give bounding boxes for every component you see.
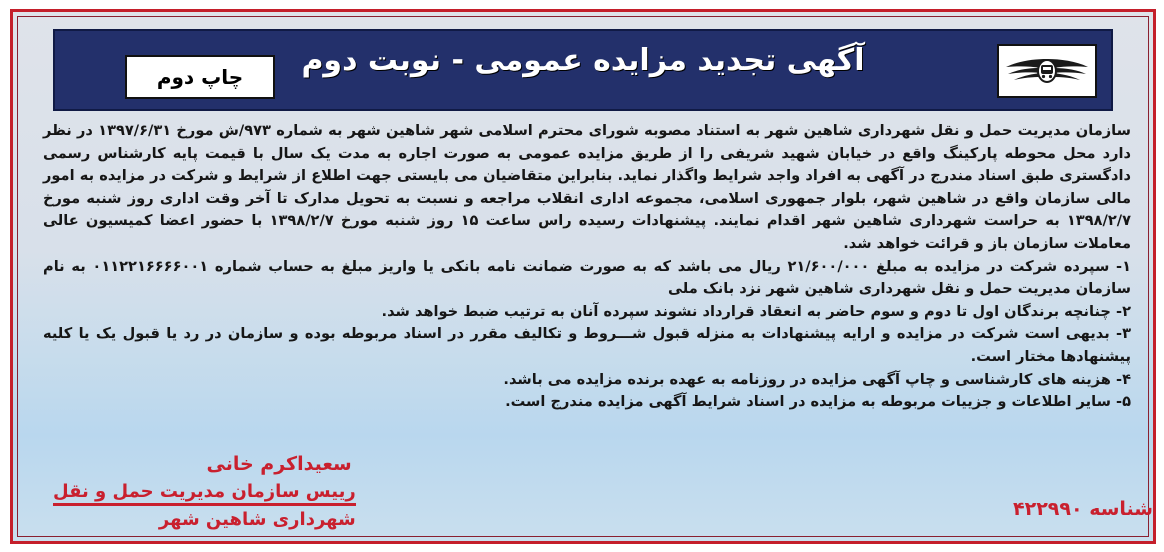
signer-title-row xyxy=(53,478,356,506)
condition-item: ۴- هزینه های کارشناسی و چاپ آگهی مزایده در روزنامه به عهده برنده مزایده می باشد. xyxy=(503,370,1131,388)
ad-id: شناسه ۴۲۲۹۹۰ xyxy=(1013,498,1153,520)
condition-item: ۳- بدیهی است شرکت در مزایده و ارایه پیشنهادات به منزله قبول شـــروط و تکالیف مقرر در اسناد مربوطه بوده و سازمان در رد یا قبول یک یا کلیه پیشنهادها مختار است. xyxy=(43,325,1131,365)
logo-graphic xyxy=(1004,51,1090,91)
notice-header xyxy=(53,29,1113,111)
signature-block xyxy=(53,450,356,534)
notice-title: آگهی تجدید مزایده عمومی - نوبت دوم xyxy=(301,43,865,78)
intro-paragraph: سازمان مدیریت حمل و نقل شهرداری شاهین شهر به استناد مصوبه شورای محترم اسلامی شهر شاهین شهر به شماره ۹۷۳/ش مورخ ۱۳۹۷/۶/۳۱ در نظر دارد محل محوطه پارکینگ واقع در خیابان شهید شریفی را از طریق مزایده عمومی به صورت اجاره به مدت یک سال با قیمت پایه کارشناس رسمی دادگستری طبق اسناد مندرج در آگهی به افراد واجد شرایط واگذار نماید. بنابراین متقاضیان می بایستی جهت اطلاع از شرایط و شرکت در مزایده به امور مالی سازمان واقع در شاهین شهر، بلوار جمهوری اسلامی، مجموعه اداری انقلاب مراجعه و نسبت به تحویل مدارک تا آخر وقت اداری روز شنبه مورخ ۱۳۹۸/۲/۷ به حراست شهرداری شاهین شهر اقدام نمایند. پیشنهادات رسیده راس ساعت ۱۵ روز شنبه مورخ ۱۳۹۸/۲/۷ با حضور اعضا کمیسیون عالی معاملات سازمان باز و قرائت خواهد شد. xyxy=(43,122,1131,252)
auction-notice xyxy=(10,9,1156,544)
condition-item: ۲- چنانچه برندگان اول تا دوم و سوم حاضر به انعقاد قرارداد نشوند سپرده آنان به ترتیب ضبط خواهد شد. xyxy=(381,302,1131,320)
signer-name: سعیداکرم خانی xyxy=(206,453,352,475)
conditions-list xyxy=(43,256,1131,414)
condition-item: ۵- سایر اطلاعات و جزییات مربوطه به مزایده در اسناد شرایط آگهی مزایده مندرج است. xyxy=(505,393,1131,411)
notice-body xyxy=(43,120,1131,414)
signer-title: رییس سازمان مدیریت حمل و نقل xyxy=(53,481,356,506)
condition-item: ۱- سپرده شرکت در مزایده به مبلغ ۲۱/۶۰۰/۰۰۰ ریال می باشد که به صورت ضمانت نامه بانکی یا واریز مبلغ به حساب شماره ۰۱۱۲۲۱۶۶۶۶۰۰۱ به نام سازمان مدیریت حمل و نقل شهرداری شاهین شهر نزد بانک ملی xyxy=(43,257,1132,298)
signer-organization: شهرداری شاهین شهر xyxy=(158,509,356,530)
edition-label: چاپ دوم xyxy=(156,65,244,89)
winged-bus-logo-icon xyxy=(997,44,1097,98)
